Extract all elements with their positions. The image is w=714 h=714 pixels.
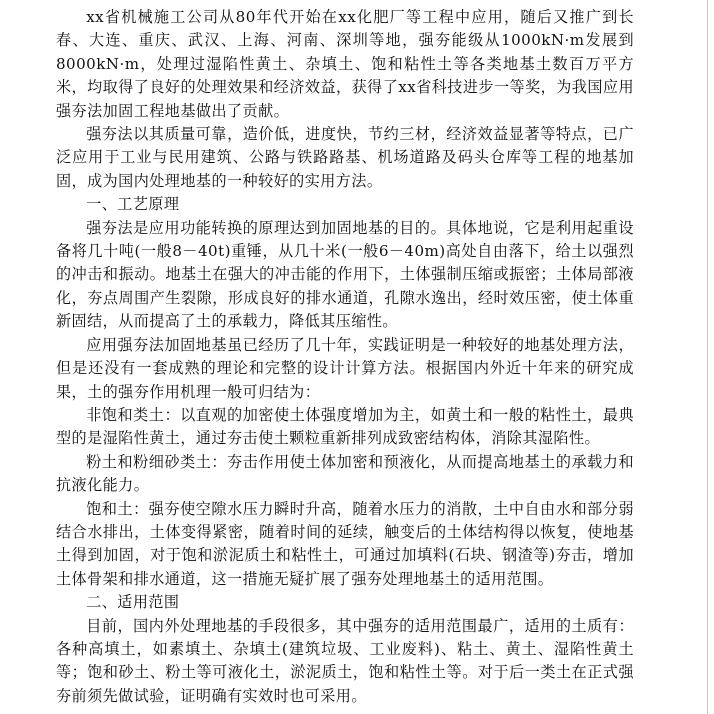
paragraph: 饱和土：强夯使空隙水压力瞬时升高，随着水压力的消散，土中自由水和部分弱结合水排出，土体变得紧密，随着时间的延续，触变后的土体结构得以恢复，使地基土得到加固，对于饱和淤泥质土和粘性土，可通过加填料(石块、钢渣等)夯击，增加土体骨架和排水通道，这一措施无疑扩展了强夯处理地基土的适用范围。 [56,499,634,588]
paragraph: 目前，国内外处理地基的手段很多，其中强夯的适用范围最广，适用的土质有：各种高填土，如素填土、杂填土(建筑垃圾、工业废料)、粘土、黄土、湿陷性黄土等；饱和砂土、粉土等可液化土，淤泥质土，饱和粘性土等。对于后一类土在正式强夯前须先做试验，证明确有实效时也可采用。 [56,616,634,705]
paragraph: 非饱和类土：以直观的加密使土体强度增加为主，如黄土和一般的粘性土，最典型的是湿陷性黄土，通过夯击使土颗粒重新排列成致密结构体，消除其湿陷性。 [56,405,634,448]
document-body [56,6,634,708]
paragraph: 强夯法是应用功能转换的原理达到加固地基的目的。具体地说，它是利用起重设备将几十吨(一般8－40t)重锤，从几十米(一般6－40m)高处自由落下，给土以强烈的冲击和振动。地基土在强大的冲击能的作用下，土体强制压缩或振密；土体局部液化，夯点周围产生裂隙，形成良好的排水通道，孔隙水逸出，经时效压密，使土体重新固结，从而提高了土的承载力，降低其压缩性。 [56,218,634,331]
paragraph: 粉土和粉细砂类土：夯击作用使土体加密和预液化，从而提高地基土的承载力和抗液化能力。 [56,452,634,495]
section-heading: 一、工艺原理 [86,195,180,214]
paragraph: xx省机械施工公司从80年代开始在xx化肥厂等工程中应用，随后又推广到长春、大连、重庆、武汉、上海、河南、深圳等地，强夯能级从1000kN·m发展到8000kN·m，处理过湿陷性黄土、杂填土、饱和粘性土等各类地基土数百万平方米，均取得了良好的处理效果和经济效益，获得了xx省科技进步一等奖，为我国应用强夯法加固工程地基做出了贡献。 [56,8,634,120]
paragraph: 强夯法以其质量可靠，造价低，进度快，节约三材，经济效益显著等特点，已广泛应用于工业与民用建筑、公路与铁路路基、机场道路及码头仓库等工程的地基加固，成为国内处理地基的一种较好的实用方法。 [56,125,634,190]
paragraph: 应用强夯法加固地基虽已经历了几十年，实践证明是一种较好的地基处理方法，但是还没有一套成熟的理论和完整的设计计算方法。根据国内外近十年来的研究成果，土的强夯作用机理一般可归结为： [56,335,634,401]
page-edge-line [707,0,708,714]
section-heading: 二、适用范围 [86,593,180,612]
